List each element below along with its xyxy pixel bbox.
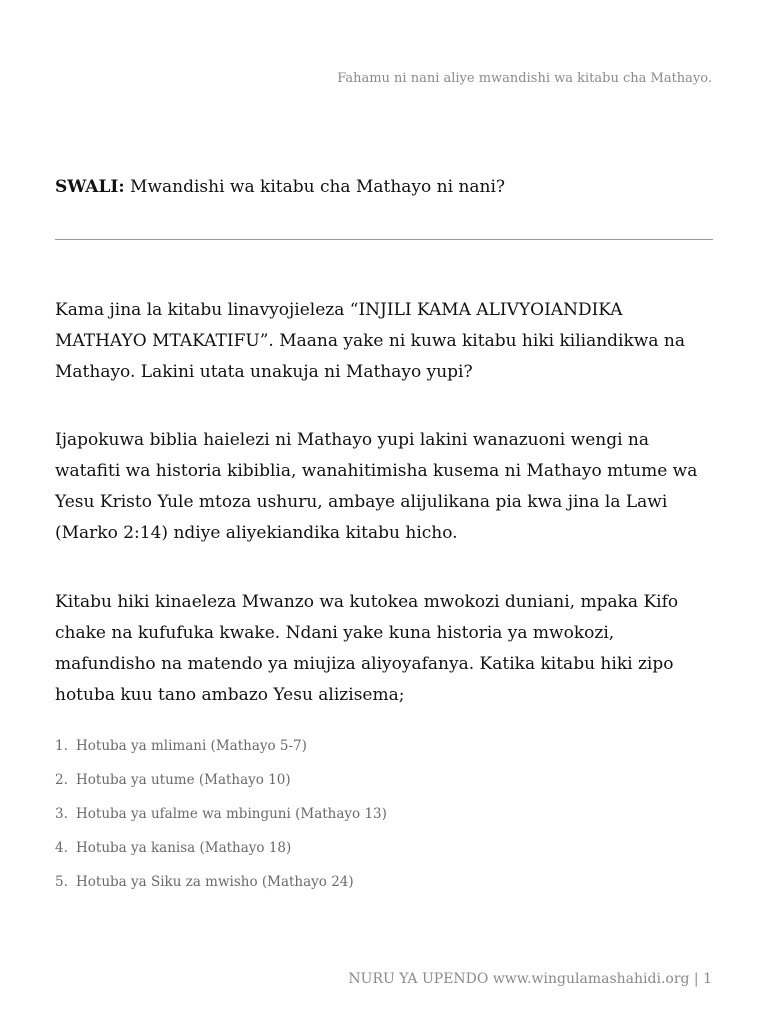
question-line	[55, 177, 505, 197]
body-paragraph-1	[55, 295, 715, 388]
paragraph-text: Kama jina la kitabu linavyojieleza “INJILI KAMA ALIVYOIANDIKA MATHAYO MTAKATIFU”. Maana yake ni kuwa kitabu hiki kiliandikwa na Mathayo. Lakini utata unakuja ni Mathayo yupi?	[55, 300, 685, 382]
list-item-number: 3.	[55, 806, 68, 822]
list-item-text: Hotuba ya kanisa (Mathayo 18)	[76, 840, 292, 856]
body-paragraph-3	[55, 587, 715, 711]
paragraph-text: Ijapokuwa biblia haielezi ni Mathayo yupi lakini wanazuoni wengi na watafiti wa historia kibiblia, wanahitimisha kusema ni Mathayo mtume wa Yesu Kristo Yule mtoza ushuru, ambaye alijulikana pia kwa jina la Lawi (Marko 2:14) ndiye aliyekiandika kitabu hicho.	[55, 430, 698, 543]
list-item	[55, 836, 387, 870]
paragraph-text: Kitabu hiki kinaeleza Mwanzo wa kutokea mwokozi duniani, mpaka Kifo chake na kufufuka kwake. Ndani yake kuna historia ya mwokozi, mafundisho na matendo ya miujiza aliyoyafanya. Katika kitabu hiki zipo hotuba kuu tano ambazo Yesu alizisema;	[55, 592, 679, 705]
list-item-number: 5.	[55, 874, 68, 890]
list-item	[55, 802, 387, 836]
list-item-number: 1.	[55, 738, 68, 754]
sermons-list	[55, 734, 387, 904]
list-item	[55, 768, 387, 802]
list-item-text: Hotuba ya Siku za mwisho (Mathayo 24)	[76, 874, 354, 890]
list-item	[55, 870, 387, 904]
page-footer: NURU YA UPENDO www.wingulamashahidi.org | 1	[348, 971, 712, 987]
question-label: SWALI:	[55, 177, 125, 197]
list-item	[55, 734, 387, 768]
list-item-text: Hotuba ya mlimani (Mathayo 5-7)	[76, 738, 307, 754]
page-header-note: Fahamu ni nani aliye mwandishi wa kitabu cha Mathayo.	[337, 71, 712, 86]
body-paragraph-2	[55, 425, 715, 549]
list-item-number: 4.	[55, 840, 68, 856]
list-item-text: Hotuba ya ufalme wa mbinguni (Mathayo 13)	[76, 806, 387, 822]
list-item-text: Hotuba ya utume (Mathayo 10)	[76, 772, 291, 788]
section-divider	[55, 239, 713, 240]
question-text: Mwandishi wa kitabu cha Mathayo ni nani?	[124, 177, 506, 197]
list-item-number: 2.	[55, 772, 68, 788]
